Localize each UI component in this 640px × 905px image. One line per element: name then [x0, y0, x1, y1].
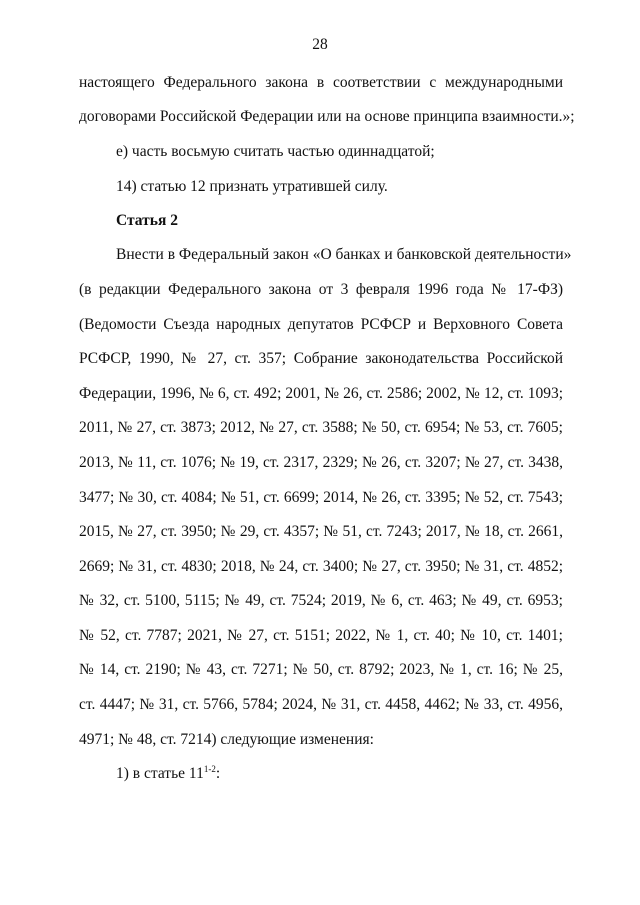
text-line: настоящего Федерального закона в соответствии с международными — [79, 74, 563, 91]
list-item-suffix: : — [215, 765, 221, 782]
text-line: (в редакции Федерального закона от 3 февраля 1996 года № 17-ФЗ) — [79, 281, 563, 298]
text-line: 2011, № 27, ст. 3873; 2012, № 27, ст. 3588; № 50, ст. 6954; № 53, ст. 7605; — [79, 419, 563, 436]
superscript: 1-2 — [203, 764, 216, 774]
list-item-text: 1) в статье 11 — [116, 765, 204, 782]
text-line: 2669; № 31, ст. 4830; 2018, № 24, ст. 3400; № 27, ст. 3950; № 31, ст. 4852; — [79, 558, 563, 575]
text-line: 3477; № 30, ст. 4084; № 51, ст. 6699; 2014, № 26, ст. 3395; № 52, ст. 7543; — [79, 489, 563, 506]
text-line: 2013, № 11, ст. 1076; № 19, ст. 2317, 2329; № 26, ст. 3207; № 27, ст. 3438, — [79, 454, 563, 471]
text-line: Внести в Федеральный закон «О банках и банковской деятельности» — [116, 246, 572, 263]
text-line: 14) статью 12 признать утратившей силу. — [116, 178, 388, 195]
text-line: е) часть восьмую считать частью одиннадцатой; — [116, 143, 435, 160]
page-number: 28 — [312, 36, 328, 53]
text-line: № 52, ст. 7787; 2021, № 27, ст. 5151; 2022, № 1, ст. 40; № 10, ст. 1401; — [79, 627, 563, 644]
text-line: № 32, ст. 5100, 5115; № 49, ст. 7524; 2019, № 6, ст. 463; № 49, ст. 6953; — [79, 592, 563, 609]
text-line: (Ведомости Съезда народных депутатов РСФСР и Верховного Совета — [79, 316, 563, 333]
text-line: 2015, № 27, ст. 3950; № 29, ст. 4357; № 51, ст. 7243; 2017, № 18, ст. 2661, — [79, 523, 563, 540]
article-heading: Статья 2 — [116, 212, 178, 229]
text-line: № 14, ст. 2190; № 43, ст. 7271; № 50, ст. 8792; 2023, № 1, ст. 16; № 25, — [79, 661, 563, 678]
text-line: РСФСР, 1990, № 27, ст. 357; Собрание законодательства Российской — [79, 350, 563, 367]
text-line: Федерации, 1996, № 6, ст. 492; 2001, № 26, ст. 2586; 2002, № 12, ст. 1093; — [79, 385, 563, 402]
text-line: 4971; № 48, ст. 7214) следующие изменения: — [79, 731, 374, 748]
text-line: ст. 4447; № 31, ст. 5766, 5784; 2024, № 31, ст. 4458, 4462; № 33, ст. 4956, — [79, 696, 563, 713]
text-line: договорами Российской Федерации или на основе принципа взаимности.»; — [79, 108, 575, 125]
list-item — [116, 764, 563, 784]
